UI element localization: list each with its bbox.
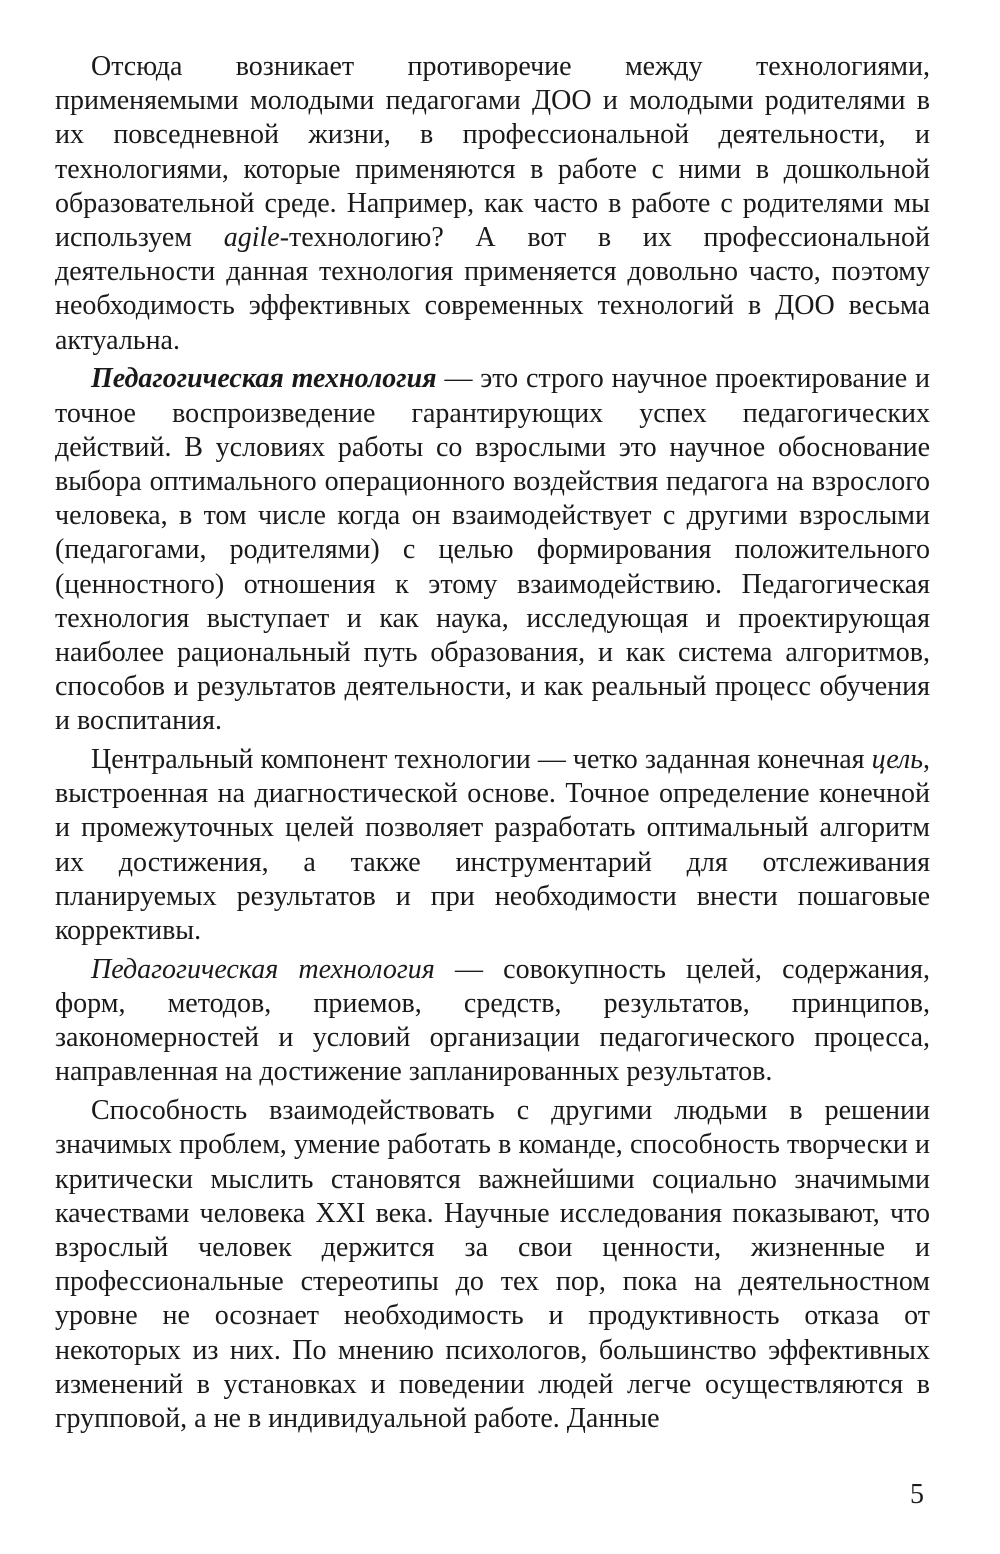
paragraph-3-term-goal: цель xyxy=(871,744,923,776)
paragraph-2-term-definition: Педагогическая технология xyxy=(91,363,437,395)
paragraph-2 xyxy=(55,362,930,738)
paragraph-3-text: Центральный компонент технологии — четко заданная конечная xyxy=(91,744,872,776)
paragraph-4 xyxy=(55,953,930,1090)
paragraph-5-text: Способность взаимодействовать с другими людьми в решении значимых проблем, умение работать в команде, способность творчески и критически мыслить становятся важнейшими социально значимыми качествами человека XXI века. Научные исследования показывают, что взрослый человек держится за свои ценности, жизненные и профессиональные стереотипы до тех пор, пока на деятельностном уровне не осознает необходимость и продуктивность отказа от некоторых из них. По мнению психологов, большинство эффективных изменений в установках и поведении людей легче осуществляются в групповой, а не в индивидуальной работе. Данные xyxy=(55,1095,930,1434)
page-number: 5 xyxy=(910,1479,924,1510)
page-body xyxy=(55,50,930,1470)
paragraph-4-text: — совокупность целей, содержания, форм, методов, приемов, средств, результатов, принципов, закономерностей и условий организации педагогического процесса, направленная на достижение запланированных результатов. xyxy=(55,953,930,1088)
paragraph-1-text-cont: -технологию? А вот в их профессиональной деятельности данная технология применяется довольно часто, поэтому необходимость эффективных современных технологий в ДОО весьма актуальна. xyxy=(55,222,930,356)
paragraph-5 xyxy=(55,1094,930,1436)
paragraph-1-term-agile: agile xyxy=(223,222,280,254)
paragraph-1-text: Отсюда возникает противоречие между технологиями, применяемыми молодыми педагогами ДОО и молодыми родителями в их повседневной жизни, в профессиональной деятельности, и технологиями, которые применяются в работе с ними в дошкольной образовательной среде. Например, как часто в работе с родителями мы используем xyxy=(55,51,930,254)
paragraph-2-text: — это строго научное проектирование и точное воспроизведение гарантирующих успех педагогических действий. В условиях работы со взрослыми это научное обоснование выбора оптимального операционного воздействия педагога на взрослого человека, в том числе когда он взаимодействует с другими взрослыми (педагогами, родителями) с целью формирования положительного (ценностного) отношения к этому взаимодействию. Педагогическая технология выступает и как наука, исследующая и проектирующая наиболее рациональный путь образования, и как система алгоритмов, способов и результатов деятельности, и как реальный процесс обучения и воспитания. xyxy=(55,363,930,737)
paragraph-4-term-definition: Педагогическая технология xyxy=(91,953,435,985)
paragraph-1 xyxy=(55,50,930,358)
paragraph-3-text-cont: , выстроенная на диагностической основе. Точное определение конечной и промежуточных целей позволяет разработать оптимальный алгоритм их достижения, а также инструментарий для отслеживания планируемых результатов и при необходимости внести пошаговые коррективы. xyxy=(55,744,930,947)
paragraph-3 xyxy=(55,743,930,948)
